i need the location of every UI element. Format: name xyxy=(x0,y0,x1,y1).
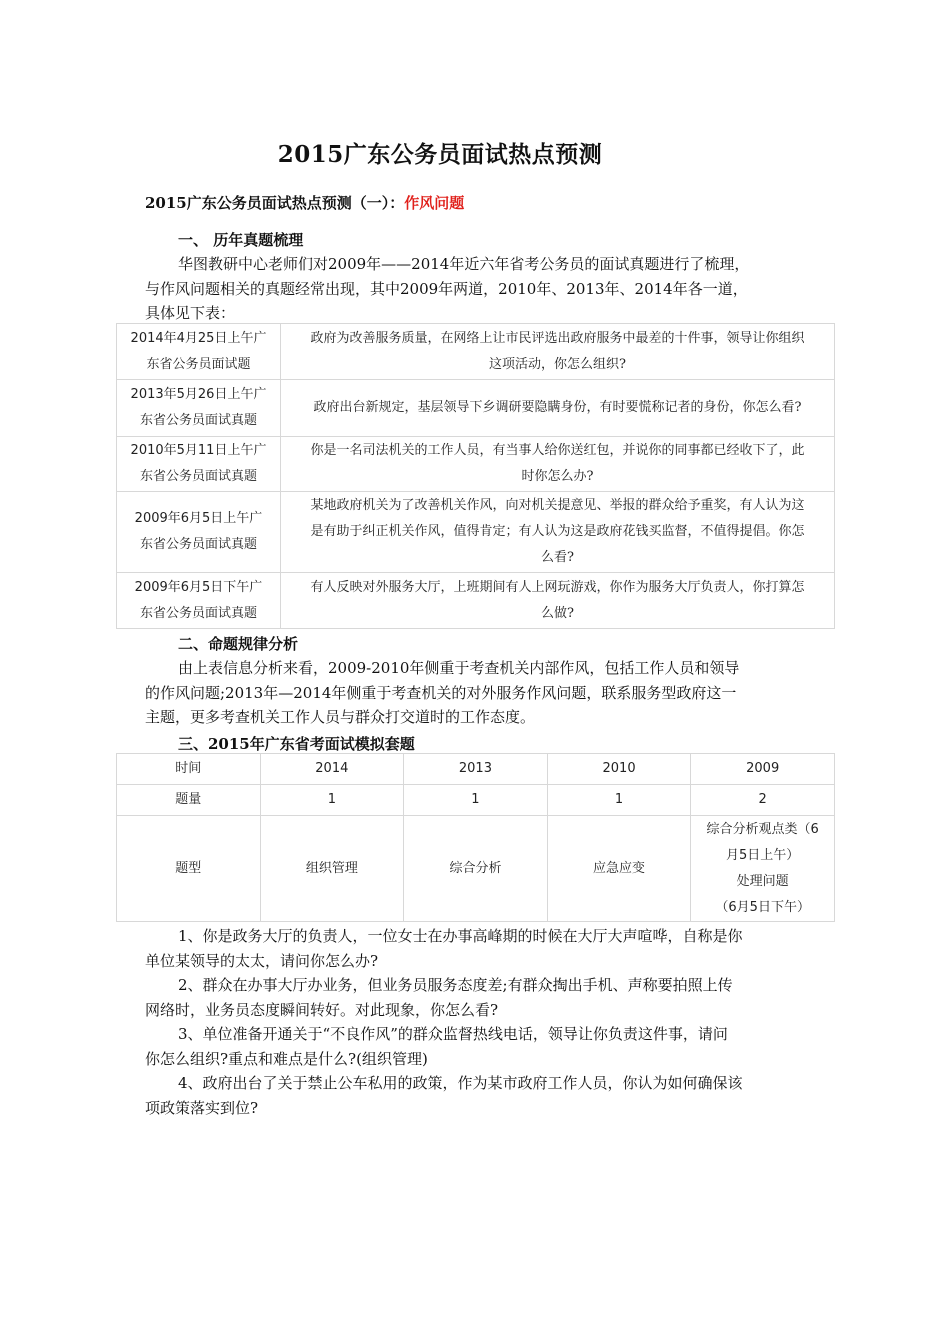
question-line: 4、政府出台了关于禁止公车私用的政策，作为某市政府工作人员，你认为如何确保该 xyxy=(178,1074,743,1092)
table-cell-date: 2009年6月5日上午广 东省公务员面试真题 xyxy=(117,492,281,573)
table-cell-question: 你是一名司法机关的工作人员，有当事人给你送红包，并说你的同事都已经收下了，此 时你怎么办? xyxy=(281,437,835,492)
question-line: 网络时，业务员态度瞬间转好。对此现象，你怎么看? xyxy=(145,1000,499,1019)
paragraph-line: 由上表信息分析来看，2009-2010年侧重于考查机关内部作风，包括工作人员和领导 xyxy=(178,659,740,677)
table-cell-question: 政府出台新规定，基层领导下乡调研要隐瞒身份，有时要慌称记者的身份，你怎么看? xyxy=(281,380,835,437)
table-cell: 应急应变 xyxy=(547,816,691,922)
table-cell: 综合分析 xyxy=(404,816,548,922)
table-cell: 1 xyxy=(404,785,548,816)
mock-exam-table xyxy=(116,753,835,922)
table-row xyxy=(117,754,835,785)
table-row xyxy=(117,437,835,492)
section-heading-3: 三、2015年广东省考面试模拟套题 xyxy=(178,735,415,753)
table-cell: 1 xyxy=(547,785,691,816)
table-cell-question: 有人反映对外服务大厅，上班期间有人上网玩游戏，你作为服务大厅负责人，你打算怎 么做? xyxy=(281,573,835,629)
mock-questions xyxy=(145,924,815,1120)
table-cell: 时间 xyxy=(117,754,261,785)
table-cell-date: 2014年4月25日上午广 东省公务员面试题 xyxy=(117,324,281,380)
subtitle-prefix: 2015广东公务员面试热点预测（一）： xyxy=(145,194,405,212)
table-cell-question: 政府为改善服务质量，在网络上让市民评选出政府服务中最差的十件事，领导让你组织 这项活动，你怎么组织? xyxy=(281,324,835,380)
table-cell-date: 2009年6月5日下午广 东省公务员面试真题 xyxy=(117,573,281,629)
table-cell-date: 2013年5月26日上午广 东省公务员面试真题 xyxy=(117,380,281,437)
table-cell: 综合分析观点类（6 月5日上午） 处理问题 （6月5日下午） xyxy=(691,816,835,922)
paragraph-line: 与作风问题相关的真题经常出现，其中2009年两道，2010年、2013年、2014年各一道， xyxy=(145,279,748,298)
paragraph-1 xyxy=(145,252,815,326)
table-cell: 1 xyxy=(260,785,404,816)
paragraph-line: 主题，更多考查机关工作人员与群众打交道时的工作态度。 xyxy=(145,708,536,726)
table-row xyxy=(117,816,835,922)
past-questions-table xyxy=(116,323,835,629)
section-heading-2: 二、命题规律分析 xyxy=(178,635,299,653)
table-cell: 2009 xyxy=(691,754,835,785)
table-cell-question: 某地政府机关为了改善机关作风，向对机关提意见、举报的群众给予重奖，有人认为这 是有助于纠正机关作风，值得肯定；有人认为这是政府花钱买监督，不值得提倡。你怎 么看? xyxy=(281,492,835,573)
table-cell: 2010 xyxy=(547,754,691,785)
subtitle-highlight: 作风问题 xyxy=(404,194,465,212)
paragraph-line: 华图教研中心老师们对2009年——2014年近六年省考公务员的面试真题进行了梳理， xyxy=(178,255,750,273)
section-heading-1: 一、 历年真题梳理 xyxy=(178,231,304,249)
table-row xyxy=(117,492,835,573)
table-row xyxy=(117,573,835,629)
table-cell: 2014 xyxy=(260,754,404,785)
table-cell: 题型 xyxy=(117,816,261,922)
question-line: 1、你是政务大厅的负责人，一位女士在办事高峰期的时候在大厅大声喧哗，自称是你 xyxy=(178,927,743,945)
table-cell-date: 2010年5月11日上午广 东省公务员面试真题 xyxy=(117,437,281,492)
paragraph-2 xyxy=(145,656,815,730)
paragraph-line: 具体见下表： xyxy=(145,304,236,322)
table-row xyxy=(117,785,835,816)
subtitle xyxy=(145,192,464,213)
page-title: 2015广东公务员面试热点预测 xyxy=(277,141,603,168)
question-line: 2、群众在办事大厅办业务，但业务员服务态度差;有群众掏出手机、声称要拍照上传 xyxy=(178,976,733,994)
question-line: 3、单位准备开通关于“不良作风”的群众监督热线电话，领导让你负责这件事，请问 xyxy=(178,1025,728,1043)
table-row xyxy=(117,324,835,380)
table-cell: 2013 xyxy=(404,754,548,785)
table-cell: 题量 xyxy=(117,785,261,816)
table-cell: 2 xyxy=(691,785,835,816)
question-line: 你怎么组织?重点和难点是什么?(组织管理) xyxy=(145,1049,428,1068)
question-line: 项政策落实到位? xyxy=(145,1098,259,1117)
table-cell: 组织管理 xyxy=(260,816,404,922)
question-line: 单位某领导的太太，请问你怎么办? xyxy=(145,951,379,970)
paragraph-line: 的作风问题;2013年—2014年侧重于考查机关的对外服务作风问题，联系服务型政府这一 xyxy=(145,683,737,702)
table-row xyxy=(117,380,835,437)
